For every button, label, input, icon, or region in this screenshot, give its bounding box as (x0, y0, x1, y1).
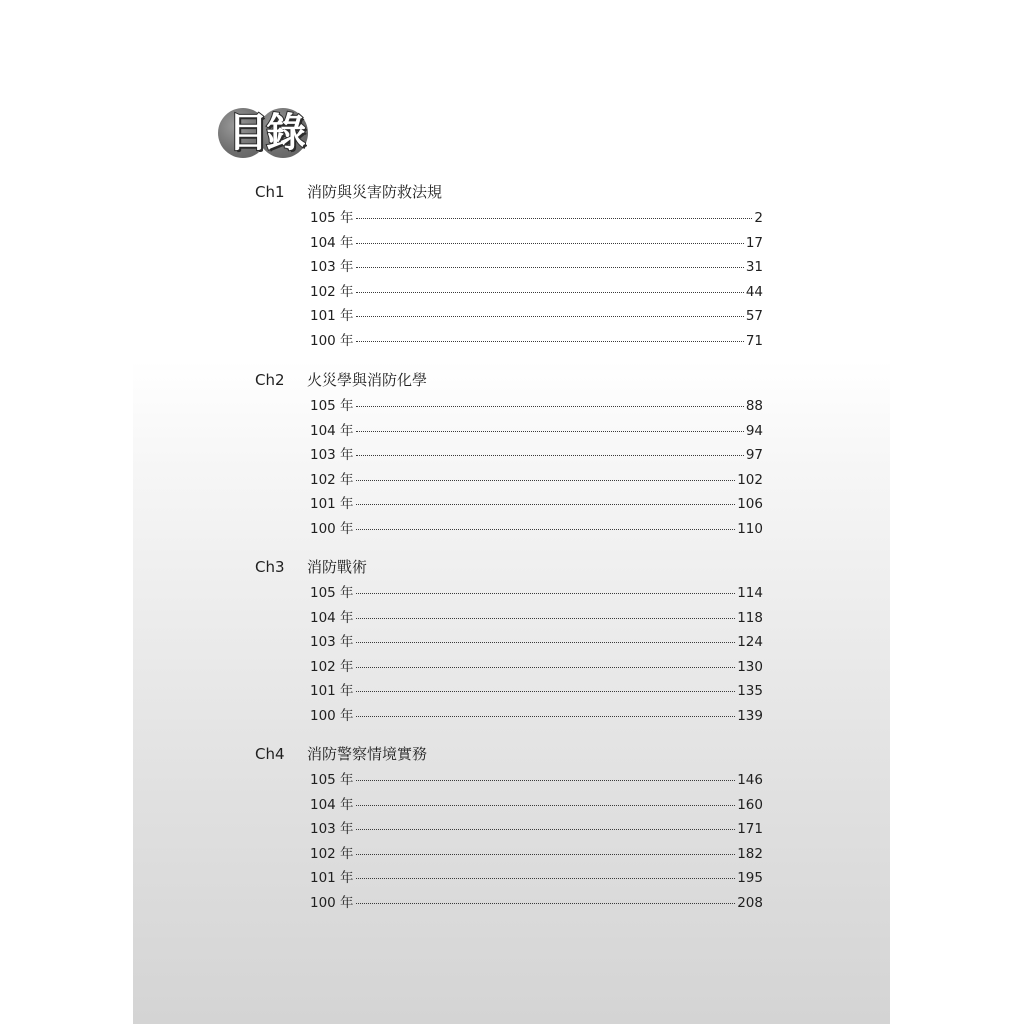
toc-entry[interactable] (310, 704, 763, 729)
entry-year: 100 年 (310, 894, 354, 911)
entry-year: 100 年 (310, 707, 354, 724)
chapter-title: 消防戰術 (307, 558, 368, 576)
entry-year: 103 年 (310, 821, 354, 837)
entry-page: 44 (745, 283, 763, 300)
chapter-number: Ch2 (255, 371, 285, 389)
dot-leader (356, 504, 736, 505)
toc-entry[interactable] (310, 842, 763, 867)
entry-page: 171 (737, 821, 763, 837)
dot-leader (356, 618, 736, 619)
dot-leader (356, 406, 744, 407)
entry-year: 104 年 (310, 609, 354, 626)
dot-leader (356, 292, 744, 293)
toc-entry[interactable] (310, 304, 763, 329)
entry-year: 103 年 (310, 259, 354, 275)
toc-entry[interactable] (310, 394, 763, 419)
dot-leader (356, 593, 736, 594)
chapter-entries (310, 581, 763, 728)
toc-entry[interactable] (310, 606, 763, 631)
entry-year: 104 年 (310, 234, 354, 251)
dot-leader (356, 480, 736, 481)
entry-page: 110 (737, 520, 763, 537)
entry-page: 114 (737, 585, 763, 601)
chapter-1 (255, 179, 775, 349)
entry-year: 105 年 (310, 585, 354, 601)
entry-year: 100 年 (310, 520, 354, 537)
entry-year: 104 年 (310, 422, 354, 439)
toc-entry[interactable] (310, 329, 763, 354)
chapter-entries (310, 768, 763, 915)
entry-year: 102 年 (310, 845, 354, 862)
entry-page: 135 (737, 683, 763, 699)
entry-page: 102 (737, 471, 763, 488)
chapter-title: 火災學與消防化學 (307, 371, 428, 389)
dot-leader (356, 691, 736, 692)
toc-entry[interactable] (310, 231, 763, 256)
chapter-3 (255, 554, 775, 724)
entry-page: 139 (737, 707, 763, 724)
toc-entry[interactable] (310, 492, 763, 517)
dot-leader (356, 455, 744, 456)
toc-entry[interactable] (310, 468, 763, 493)
toc-entry[interactable] (310, 630, 763, 655)
entry-year: 102 年 (310, 658, 354, 675)
chapter-title: 消防與災害防救法規 (307, 183, 443, 201)
entry-page: 118 (737, 609, 763, 626)
entry-year: 105 年 (310, 772, 354, 788)
entry-page: 97 (745, 447, 763, 463)
dot-leader (356, 829, 736, 830)
chapter-2 (255, 367, 775, 537)
entry-year: 103 年 (310, 447, 354, 463)
entry-year: 103 年 (310, 634, 354, 650)
dot-leader (356, 218, 753, 219)
chapter-entries (310, 206, 763, 353)
chapter-heading[interactable] (255, 179, 775, 205)
dot-leader (356, 903, 736, 904)
chapter-heading[interactable] (255, 741, 775, 767)
entry-year: 105 年 (310, 210, 354, 226)
entry-page: 182 (737, 845, 763, 862)
toc-entry[interactable] (310, 419, 763, 444)
toc-entry[interactable] (310, 517, 763, 542)
dot-leader (356, 780, 736, 781)
entry-year: 105 年 (310, 398, 354, 414)
entry-year: 100 年 (310, 332, 354, 349)
page-title: 目錄 (228, 110, 304, 156)
chapter-number: Ch4 (255, 745, 285, 763)
toc-entry[interactable] (310, 768, 763, 793)
entry-year: 102 年 (310, 471, 354, 488)
entry-page: 208 (737, 894, 763, 911)
toc-entry[interactable] (310, 793, 763, 818)
chapter-4 (255, 741, 775, 911)
toc-entry[interactable] (310, 581, 763, 606)
entry-page: 71 (745, 332, 763, 349)
toc-entry[interactable] (310, 255, 763, 280)
dot-leader (356, 642, 736, 643)
toc-entry[interactable] (310, 866, 763, 891)
chapter-heading[interactable] (255, 554, 775, 580)
entry-page: 2 (754, 210, 763, 226)
dot-leader (356, 667, 736, 668)
entry-year: 104 年 (310, 796, 354, 813)
dot-leader (356, 243, 744, 244)
dot-leader (356, 878, 736, 879)
entry-page: 57 (745, 308, 763, 324)
entry-year: 101 年 (310, 496, 354, 512)
toc-entry[interactable] (310, 655, 763, 680)
chapter-heading[interactable] (255, 367, 775, 393)
chapter-number: Ch3 (255, 558, 285, 576)
chapter-entries (310, 394, 763, 541)
dot-leader (356, 805, 736, 806)
toc-entry[interactable] (310, 206, 763, 231)
entry-year: 101 年 (310, 683, 354, 699)
entry-page: 94 (745, 422, 763, 439)
dot-leader (356, 267, 744, 268)
dot-leader (356, 716, 736, 717)
entry-page: 88 (745, 398, 763, 414)
chapter-title: 消防警察情境實務 (307, 745, 428, 763)
entry-page: 124 (737, 634, 763, 650)
toc-entry[interactable] (310, 679, 763, 704)
entry-page: 195 (737, 870, 763, 886)
entry-page: 31 (745, 259, 763, 275)
dot-leader (356, 431, 744, 432)
entry-year: 102 年 (310, 283, 354, 300)
entry-page: 17 (745, 234, 763, 251)
toc-entry[interactable] (310, 891, 763, 916)
dot-leader (356, 854, 736, 855)
dot-leader (356, 529, 736, 530)
entry-page: 160 (737, 796, 763, 813)
entry-year: 101 年 (310, 870, 354, 886)
entry-year: 101 年 (310, 308, 354, 324)
entry-page: 130 (737, 658, 763, 675)
entry-page: 106 (737, 496, 763, 512)
toc-entry[interactable] (310, 280, 763, 305)
entry-page: 146 (737, 772, 763, 788)
dot-leader (356, 341, 744, 342)
dot-leader (356, 316, 744, 317)
toc-entry[interactable] (310, 443, 763, 468)
chapter-number: Ch1 (255, 183, 285, 201)
toc-entry[interactable] (310, 817, 763, 842)
